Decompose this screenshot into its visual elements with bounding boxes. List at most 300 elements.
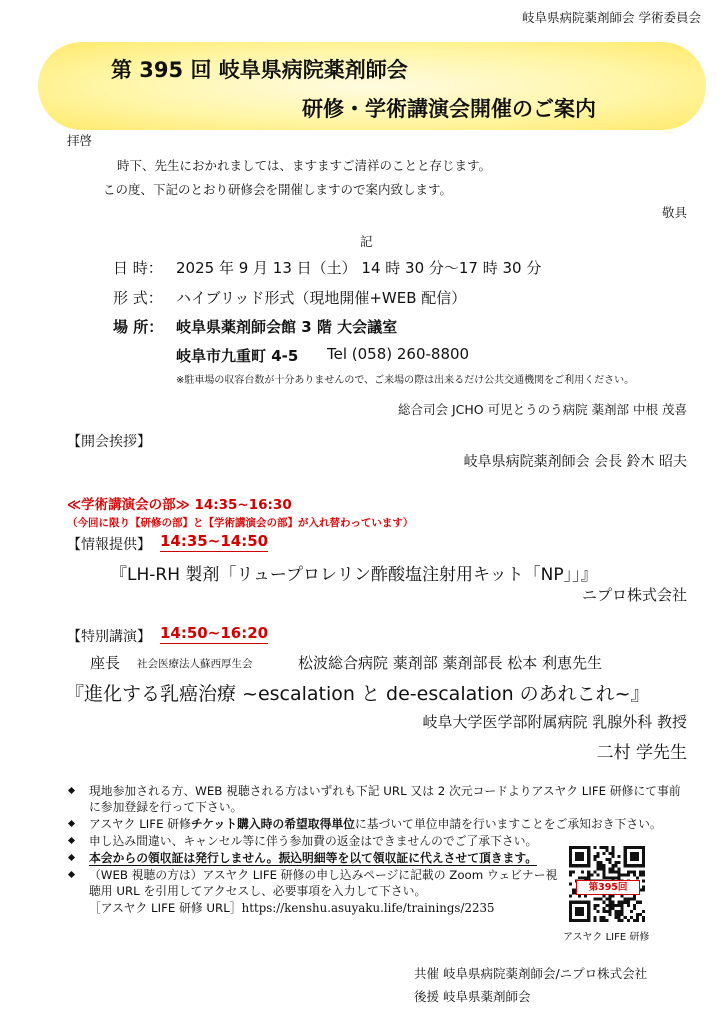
qr-module [615,904,618,907]
date-value: 2025 年 9 月 13 日（土） 14 時 30 分～17 時 30 分 [176,259,542,277]
support: 後援 岐阜県薬剤師会 [414,989,531,1004]
qr-module [636,858,639,861]
qr-module [636,852,639,855]
qr-module [618,867,621,870]
qr-module [578,895,581,898]
qr-module [569,901,572,904]
qr-module [636,916,639,919]
qr-module [612,904,615,907]
qr-module [605,919,608,922]
greeting-opening: 拝啓 [67,133,93,148]
qr-module [609,895,612,898]
qr-module [618,855,621,858]
qr-module [575,913,578,916]
qr-module [624,901,627,904]
info-title: 『LH-RH 製剤「リュープロレリン酢酸塩注射用キット「NP」」』 [110,565,598,585]
qr-module [593,919,596,922]
qr-module [633,904,636,907]
qr-module [639,846,642,849]
qr-module [633,870,636,873]
qr-module [593,916,596,919]
qr-module [572,901,575,904]
qr-module [599,864,602,867]
qr-module [605,898,608,901]
qr-badge: 第395回 [576,880,640,895]
qr-module [569,846,572,849]
qr-module [633,895,636,898]
qr-module [627,873,630,876]
qr-module [642,910,645,913]
venue-name: 岐阜県薬剤師会館 3 階 大会議室 [176,318,398,336]
qr-module [636,913,639,916]
note-item [67,783,689,815]
note-credit-b: チケット購入時の希望取得単位 [190,817,355,831]
qr-module [642,858,645,861]
greeting-line1: 時下、先生におかれましては、ますますご清祥のことと存じます。 [117,158,492,173]
qr-module [630,855,633,858]
academic-heading: ≪学術講演会の部≫ 14:35~16:30 [67,497,292,513]
qr-module [572,889,575,892]
info-time: 14:35~14:50 [160,532,269,550]
qr-module [618,913,621,916]
qr-module [621,895,624,898]
qr-module [587,913,590,916]
qr-module [633,907,636,910]
qr-module [630,858,633,861]
qr-module [609,907,612,910]
qr-module [612,867,615,870]
qr-module [578,919,581,922]
qr-module [581,852,584,855]
qr-module [575,858,578,861]
page-title-line2: 研修・学術講演会開催のご案内 [302,97,596,121]
qr-module [575,919,578,922]
qr-module [593,904,596,907]
qr-module [633,873,636,876]
qr-module [609,858,612,861]
note-credit-a: アスヤク LIFE 研修 [89,817,191,831]
qr-module [596,855,599,858]
qr-module [587,916,590,919]
qr-module [572,919,575,922]
note-registration: 現地参加される方、WEB 視聴される方はいずれも下記 URL 又は 2 次元コードよりアスヤク LIFE 研修にて事前に参加登録を行って下さい。 [89,784,681,814]
qr-module [609,913,612,916]
qr-module [612,895,615,898]
info-company: ニプロ株式会社 [581,586,687,604]
qr-module [609,898,612,901]
qr-module [636,919,639,922]
qr-module [627,846,630,849]
qr-module [605,904,608,907]
qr-module [602,916,605,919]
qr-module [602,873,605,876]
qr-module [569,916,572,919]
qr-module [587,855,590,858]
qr-module [596,852,599,855]
qr-module [581,858,584,861]
qr-module [569,873,572,876]
qr-module [642,864,645,867]
qr-module [569,907,572,910]
qr-module [569,919,572,922]
cohost: 共催 岐阜県病院薬剤師会/ニプロ株式会社 [414,966,648,981]
qr-module [584,895,587,898]
qr-module [624,852,627,855]
qr-module [636,846,639,849]
qr-module [621,910,624,913]
note-item [67,867,559,899]
qr-module [642,846,645,849]
qr-module [575,910,578,913]
qr-module [569,858,572,861]
qr-module [596,864,599,867]
qr-module [596,910,599,913]
qr-module [636,876,639,879]
qr-module [618,910,621,913]
qr-module [642,870,645,873]
qr-module [581,846,584,849]
qr-module [609,861,612,864]
qr-module [642,886,645,889]
opening-remarks-label: 【開会挨拶】 [67,434,151,450]
qr-module [609,910,612,913]
qr-module [618,861,621,864]
qr-module [615,910,618,913]
qr-module [612,852,615,855]
venue-tel: Tel (058) 260-8800 [327,345,470,363]
qr-module [599,898,602,901]
qr-module [599,867,602,870]
qr-module [609,870,612,873]
qr-module [602,852,605,855]
qr-module [602,846,605,849]
qr-module [630,846,633,849]
qr-module [642,919,645,922]
qr-module [639,870,642,873]
qr-module [636,901,639,904]
qr-module [624,898,627,901]
qr-module [575,901,578,904]
qr-module [633,864,636,867]
qr-module [605,849,608,852]
qr-module [569,904,572,907]
qr-module [624,846,627,849]
qr-module [627,864,630,867]
opening-remarks-speaker: 岐阜県病院薬剤師会 会長 鈴木 昭夫 [463,454,687,470]
qr-module [581,855,584,858]
qr-module [581,864,584,867]
qr-module [569,895,572,898]
chair-name: 松波総合病院 薬剤部 薬剤部長 松本 利恵先生 [298,654,603,672]
greeting-line2: この度、下記のとおり研修会を開催しますので案内致します。 [103,182,453,197]
greeting-closing: 敬具 [661,205,687,220]
qr-module [593,855,596,858]
qr-module [578,864,581,867]
qr-module [605,846,608,849]
qr-module [615,876,618,879]
speaker-affiliation: 岐阜大学医学部附属病院 乳腺外科 教授 [422,713,687,731]
qr-module [642,879,645,882]
qr-module [602,901,605,904]
qr-module [633,846,636,849]
qr-module [581,901,584,904]
qr-module [581,910,584,913]
qr-module [633,858,636,861]
qr-module [615,913,618,916]
qr-module [621,904,624,907]
qr-module [605,876,608,879]
qr-module [593,846,596,849]
qr-module [612,876,615,879]
qr-module [602,876,605,879]
parking-note: ※駐車場の収容台数が十分ありませんので、ご来場の際は出来るだけ公共交通機関をご利用ください。 [176,375,635,386]
url-label: ［アスヤク LIFE 研修 URL］ [89,901,242,915]
venue-address: 岐阜市九重町 4-5 [176,347,299,365]
qr-module [569,861,572,864]
qr-module [618,873,621,876]
qr-module [572,864,575,867]
qr-module [581,919,584,922]
qr-module [578,913,581,916]
qr-module [587,919,590,922]
qr-module [618,916,621,919]
qr-module [569,864,572,867]
qr-module [639,873,642,876]
qr-module [633,852,636,855]
qr-module [630,916,633,919]
qr-module [639,864,642,867]
qr-module [593,907,596,910]
qr-module [627,904,630,907]
qr-module [642,849,645,852]
qr-module [596,898,599,901]
qr-module [621,907,624,910]
qr-module [605,910,608,913]
qr-module [633,855,636,858]
qr-module [578,846,581,849]
qr-module [602,907,605,910]
qr-module [615,916,618,919]
qr-module [621,873,624,876]
qr-module [575,855,578,858]
qr-module [612,846,615,849]
qr-module [575,846,578,849]
note-zoom: （WEB 視聴の方は）アスヤク LIFE 研修の申し込みページに記載の Zoom ウェビナー視聴用 URL を引用してアクセスし、必要事項を入力して下さい。 [89,868,558,898]
general-chair: 総合司会 JCHO 可児とうのう病院 薬剤部 中根 茂喜 [397,402,687,417]
qr-module [627,898,630,901]
venue-label: 場 所： [113,318,164,336]
qr-module [618,870,621,873]
qr-module [587,876,590,879]
qr-module [569,855,572,858]
qr-module [642,889,645,892]
chair-org: 社会医療法人蘇西厚生会 [137,658,253,670]
qr-module [596,873,599,876]
qr-module [596,861,599,864]
qr-module [572,870,575,873]
qr-module [581,913,584,916]
qr-module [587,907,590,910]
qr-module [642,855,645,858]
ki-label: 記 [360,234,373,249]
qr-module [599,861,602,864]
qr-module [578,858,581,861]
qr-module [593,858,596,861]
qr-module [609,867,612,870]
qr-module [618,919,621,922]
qr-module [587,852,590,855]
qr-module [602,864,605,867]
special-title: 『進化する乳癌治療 ~escalation と de-escalation のあれこれ~』 [65,683,650,705]
qr-module [575,864,578,867]
qr-module [624,849,627,852]
academic-note: （今回に限り【研修の部】と【学術講演会の部】が入れ替わっています） [67,517,414,529]
qr-module [569,913,572,916]
format-value: ハイブリッド形式（現地開催+WEB 配信） [176,289,467,307]
qr-module [587,910,590,913]
qr-module [578,901,581,904]
qr-module [602,867,605,870]
training-url-link[interactable]: https://kenshu.asuyaku.life/trainings/2235 [241,901,495,915]
qr-module [624,873,627,876]
qr-module [630,898,633,901]
qr-module [624,916,627,919]
qr-module [587,904,590,907]
format-label: 形 式： [113,289,163,307]
qr-module [593,898,596,901]
qr-module [599,919,602,922]
qr-module [584,846,587,849]
qr-module [618,904,621,907]
qr-module [602,910,605,913]
qr-module [615,870,618,873]
qr-module [642,916,645,919]
qr-module [612,849,615,852]
qr-module [630,910,633,913]
qr-module [612,864,615,867]
date-label: 日 時： [113,259,163,277]
note-credit-c: に基づいて単位申請を行いますことをご承知おき下さい。 [354,817,662,831]
qr-module [590,873,593,876]
qr-module [578,910,581,913]
qr-module [612,901,615,904]
chair-prefix: 座長 [90,654,121,672]
qr-module [569,870,572,873]
qr-module [584,919,587,922]
title-banner [38,42,706,130]
qr-module [624,864,627,867]
qr-module [572,846,575,849]
qr-module [639,913,642,916]
qr-module [609,852,612,855]
qr-module [587,846,590,849]
qr-module [569,882,572,885]
qr-caption: アスヤク LIFE 研修 [563,932,650,943]
qr-module [596,904,599,907]
qr-module [575,907,578,910]
qr-module [587,861,590,864]
qr-module [602,895,605,898]
qr-module [609,901,612,904]
qr-module [609,876,612,879]
qr-module [642,873,645,876]
qr-module [642,852,645,855]
qr-module [612,855,615,858]
qr-module [584,901,587,904]
note-receipt: 本会からの領収証は発行しません。振込明細等を以て領収証に代えさせて頂きます。 [89,851,538,865]
qr-module [605,858,608,861]
qr-module [587,901,590,904]
qr-module [621,919,624,922]
qr-module [642,861,645,864]
note-refund: 申し込み間違い、キャンセル等に伴う参加費の返金はできませんのでご了承下さい。 [89,834,538,848]
qr-module [602,870,605,873]
qr-module [584,864,587,867]
qr-module [627,901,630,904]
qr-module [633,919,636,922]
note-item [67,816,689,832]
qr-module [587,870,590,873]
qr-module [618,876,621,879]
qr-module [599,846,602,849]
speaker-name: 二村 学先生 [596,743,687,763]
qr-module [569,849,572,852]
qr-module [621,913,624,916]
qr-module [612,870,615,873]
qr-module [612,907,615,910]
qr-module [569,910,572,913]
qr-module [624,858,627,861]
qr-module [593,870,596,873]
special-label: 【特別講演】 [67,629,151,645]
qr-module [572,892,575,895]
qr-module [630,864,633,867]
qr-module [627,919,630,922]
qr-module [578,876,581,879]
qr-module [627,870,630,873]
qr-module [615,861,618,864]
qr-module [615,864,618,867]
info-label: 【情報提供】 [67,537,151,553]
qr-module [636,855,639,858]
qr-module [581,907,584,910]
qr-module [569,852,572,855]
qr-module [575,852,578,855]
qr-module [630,870,633,873]
qr-module [578,907,581,910]
qr-module [596,867,599,870]
qr-module [624,861,627,864]
special-time: 14:50~16:20 [160,624,269,642]
qr-module [587,849,590,852]
qr-module [578,855,581,858]
qr-module [618,901,621,904]
qr-module [587,873,590,876]
qr-module [636,864,639,867]
qr-module [639,901,642,904]
organizer-label: 岐阜県病院薬剤師会 学術委員会 [522,10,701,25]
qr-module [621,901,624,904]
qr-module [581,870,584,873]
qr-module [599,916,602,919]
qr-module [602,919,605,922]
qr-module [584,876,587,879]
qr-module [630,852,633,855]
page-title-line1: 第 395 回 岐阜県病院薬剤師会 [111,58,408,82]
qr-module [578,852,581,855]
qr-module [633,898,636,901]
qr-module [587,858,590,861]
